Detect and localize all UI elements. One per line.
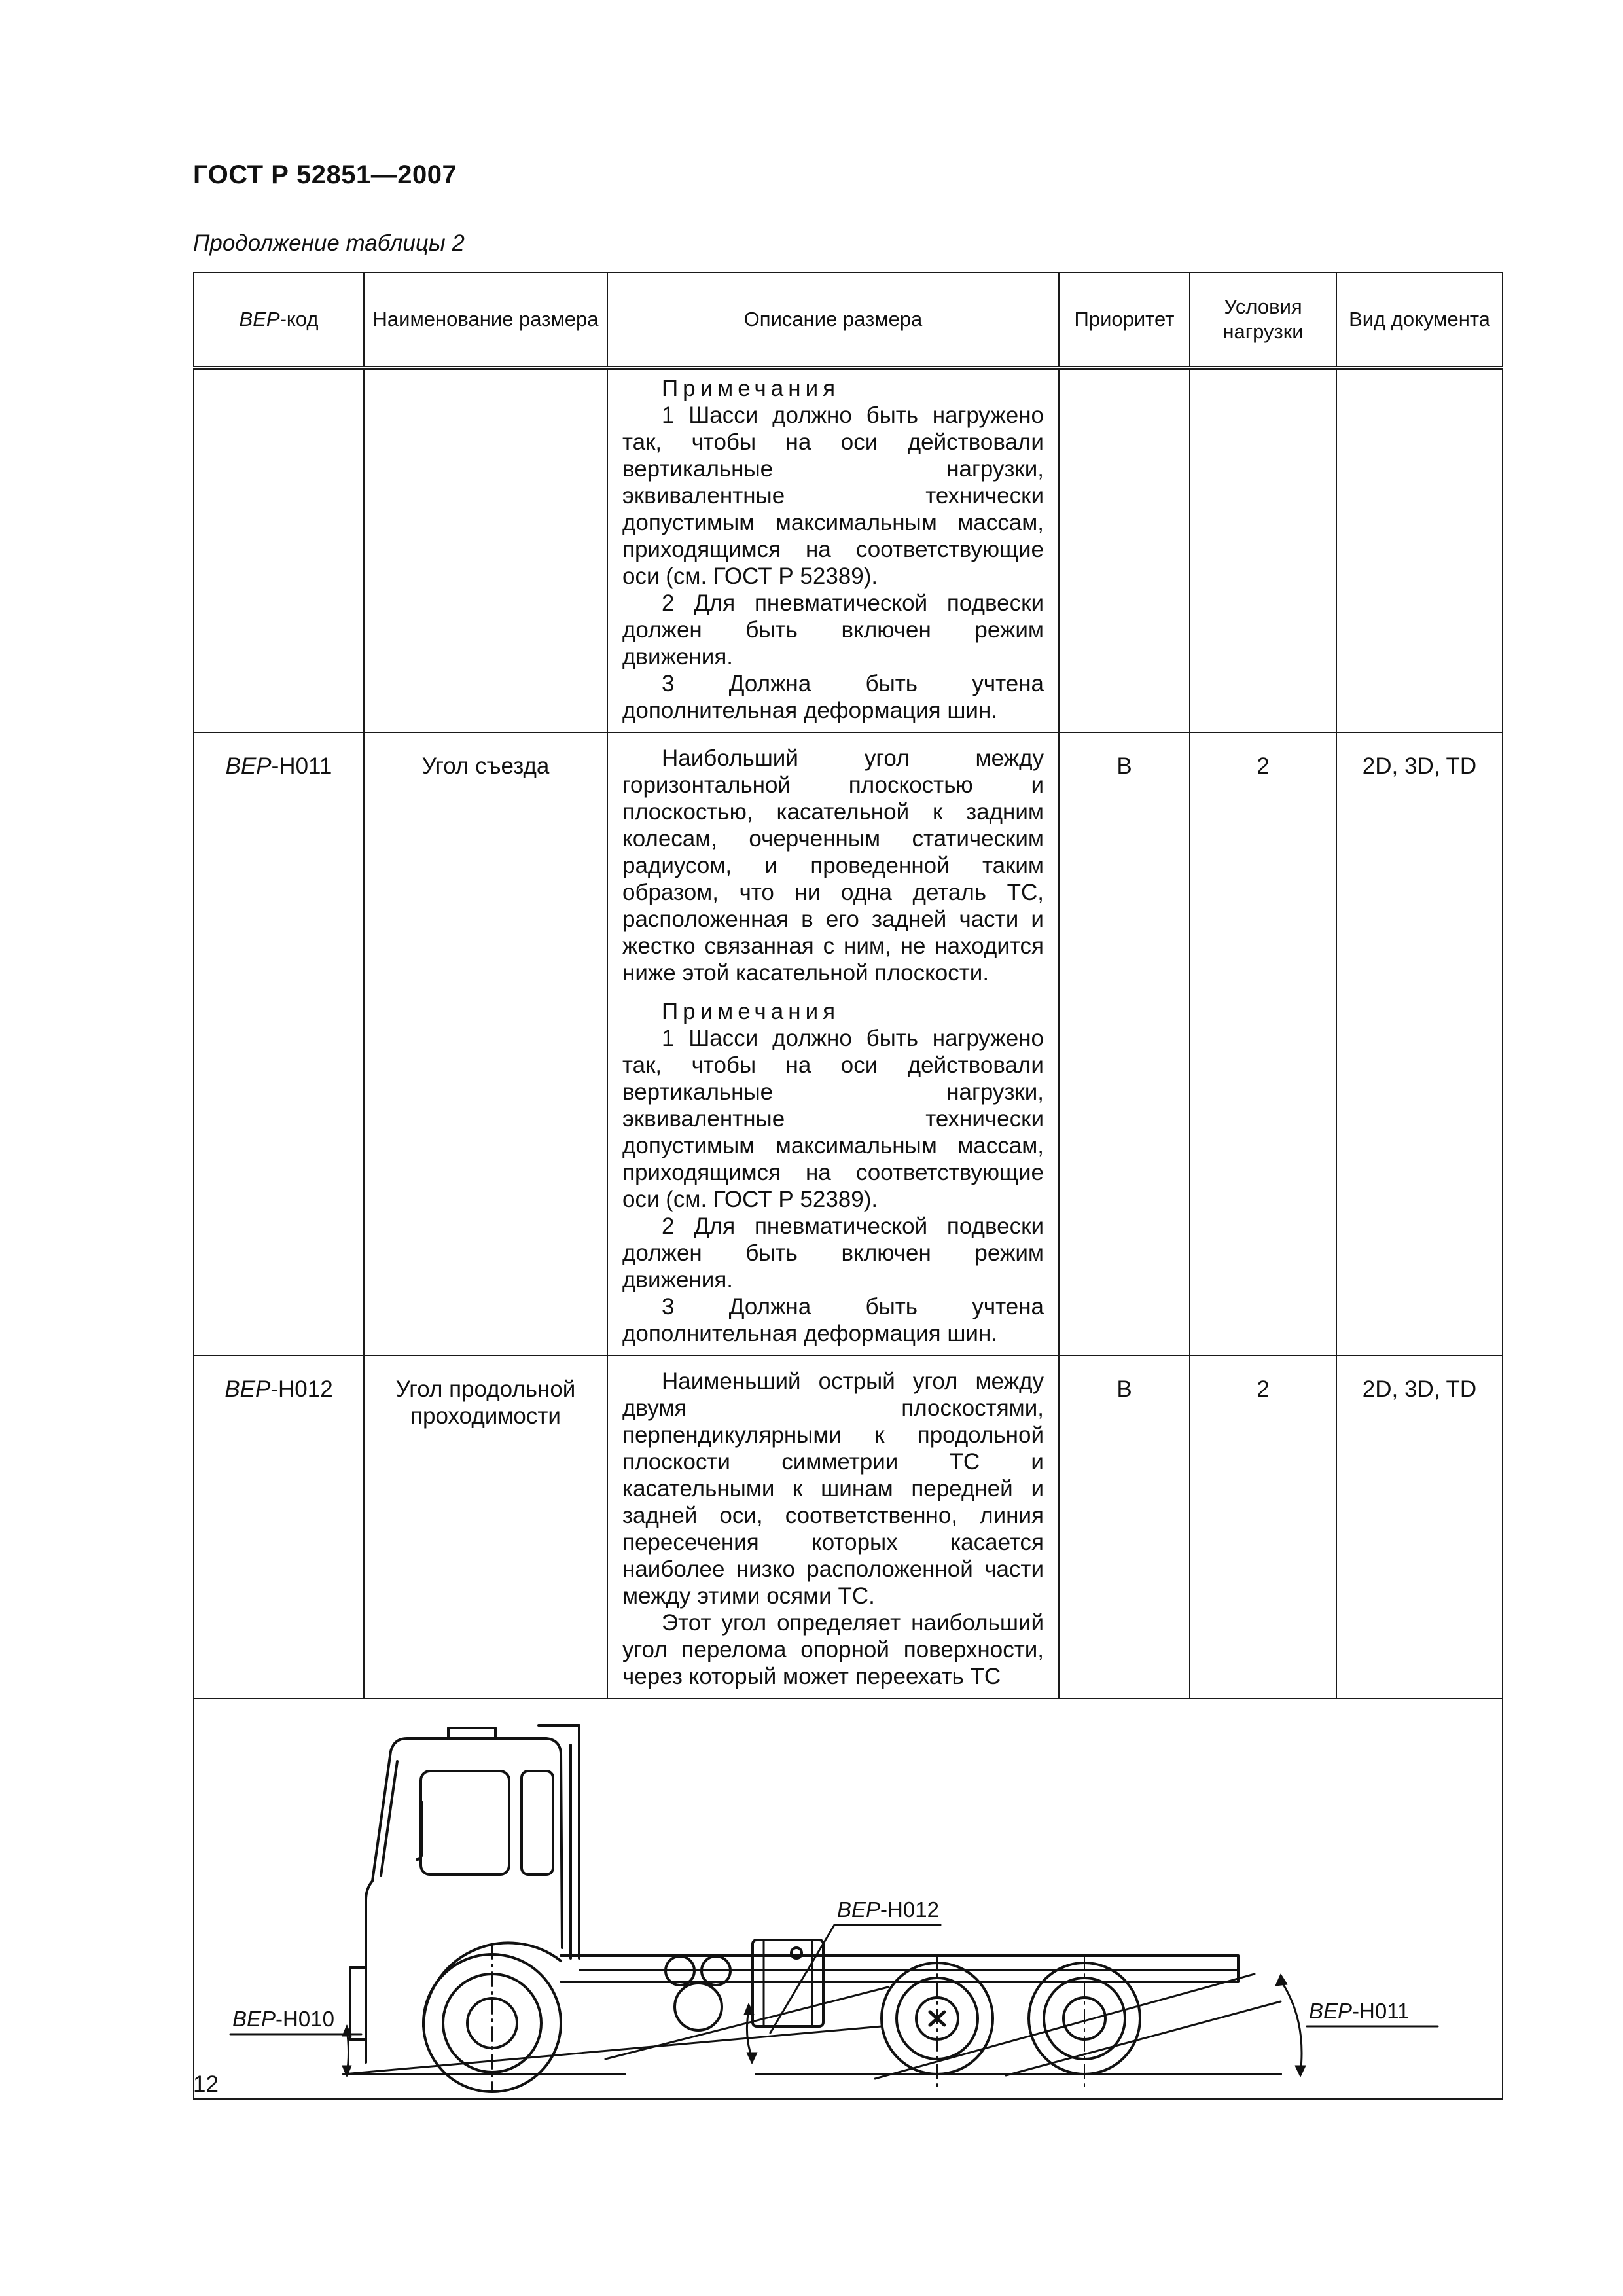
cell-description bbox=[607, 732, 1059, 1355]
cab-outline bbox=[366, 1738, 562, 2062]
label-h012: ВЕР-H012 bbox=[837, 1897, 939, 1922]
cell-name bbox=[364, 368, 607, 732]
h011-arc bbox=[1281, 1981, 1302, 2074]
cell-description bbox=[607, 1355, 1059, 1698]
h012-arrowhead bbox=[747, 2053, 757, 2064]
cell-code: ВЕР-H012 bbox=[194, 1355, 364, 1698]
col-header-load: Условия нагрузки bbox=[1190, 272, 1336, 368]
note: 3 Должна быть учтена дополнительная деформация шин. bbox=[622, 1294, 1044, 1346]
table-row bbox=[194, 368, 1503, 732]
table-row bbox=[194, 732, 1503, 1355]
truck-angles-drawing bbox=[194, 1699, 1501, 2096]
table-caption: Продолжение таблицы 2 bbox=[193, 230, 465, 256]
spec-table bbox=[193, 272, 1503, 2100]
cell-doc: 2D, 3D, TD bbox=[1336, 732, 1503, 1355]
note: 2 Для пневматической подвески должен быть включен режим движения. bbox=[622, 1213, 1044, 1293]
label-h010: ВЕР-H010 bbox=[232, 2007, 334, 2031]
departure-tangent-line bbox=[875, 1974, 1255, 2079]
roof-light bbox=[448, 1728, 495, 1738]
exhaust-stack bbox=[539, 1725, 579, 1958]
note: 1 Шасси должно быть нагружено так, чтобы на оси действовали вертикальные нагрузки, эквивалентные технически допустимым максимальным массам, приходящимся на соответствующие оси (см. ГОСТ Р 52389). bbox=[622, 1026, 1044, 1212]
standard-title: ГОСТ Р 52851—2007 bbox=[193, 160, 457, 189]
cell-priority bbox=[1059, 368, 1190, 732]
figure-cell bbox=[194, 1698, 1503, 2099]
col-header-description: Описание размера bbox=[607, 272, 1059, 368]
cell-code bbox=[194, 368, 364, 732]
notes-heading: Примечания bbox=[662, 376, 840, 401]
cab-front-edge bbox=[381, 1761, 397, 1876]
cell-name: Угол продольной проходимости bbox=[364, 1355, 607, 1698]
description-paragraph: Наибольший угол между горизонтальной плоскостью и плоскостью, касательной к задним колесам, очерченным статическим радиусом, и проведенной таким образом, что ни одна деталь ТС, расположенная в его задней части и жестко связанная с ним, не находится ниже этой касательной плоскости. bbox=[622, 745, 1044, 986]
cell-load: 2 bbox=[1190, 1355, 1336, 1698]
table-header-row bbox=[194, 272, 1503, 368]
col-header-doc: Вид документа bbox=[1336, 272, 1503, 368]
cab-window-right bbox=[522, 1771, 553, 1874]
front-bumper bbox=[350, 1967, 366, 2039]
h011-arrowhead bbox=[1275, 1974, 1287, 1986]
col-header-code: ВЕР-код bbox=[194, 272, 364, 368]
notes-heading: Примечания bbox=[662, 999, 840, 1024]
cab-window-left bbox=[421, 1771, 509, 1874]
cell-description bbox=[607, 368, 1059, 732]
h011-arrowhead bbox=[1295, 2066, 1306, 2077]
page-number: 12 bbox=[193, 2072, 219, 2097]
col-header-name: Наименование размера bbox=[364, 272, 607, 368]
h012-arc bbox=[747, 2010, 752, 2058]
cell-priority: В bbox=[1059, 732, 1190, 1355]
figure-row bbox=[194, 1698, 1503, 2099]
tank-circle-large bbox=[675, 1983, 722, 2030]
departure-tangent-line-2 bbox=[1006, 2001, 1281, 2075]
label-h011: ВЕР-H011 bbox=[1309, 1999, 1410, 2023]
note: 1 Шасси должно быть нагружено так, чтобы на оси действовали вертикальные нагрузки, эквивалентные технически допустимым максимальным массам, приходящимся на соответствующие оси (см. ГОСТ Р 52389). bbox=[622, 403, 1044, 589]
table-row bbox=[194, 1355, 1503, 1698]
note: 2 Для пневматической подвески должен быть включен режим движения. bbox=[622, 590, 1044, 670]
cell-code: ВЕР-H011 bbox=[194, 732, 364, 1355]
cell-priority: В bbox=[1059, 1355, 1190, 1698]
col-header-priority: Приоритет bbox=[1059, 272, 1190, 368]
cell-doc: 2D, 3D, TD bbox=[1336, 1355, 1503, 1698]
cell-doc bbox=[1336, 368, 1503, 732]
cell-name: Угол съезда bbox=[364, 732, 607, 1355]
description-paragraph: Наименьший острый угол между двумя плоскостями, перпендикулярными к продольной плоскости симметрии ТС и касательными к шинам передней и задней оси, соответственно, линия пересечения которых касается наиболее низко расположенной части между этими осями ТС. bbox=[622, 1369, 1044, 1609]
cell-load: 2 bbox=[1190, 732, 1336, 1355]
cell-load bbox=[1190, 368, 1336, 732]
note: 3 Должна быть учтена дополнительная деформация шин. bbox=[622, 671, 1044, 723]
description-paragraph: Этот угол определяет наибольший угол перелома опорной поверхности, через который может переехать ТС bbox=[622, 1610, 1044, 1689]
